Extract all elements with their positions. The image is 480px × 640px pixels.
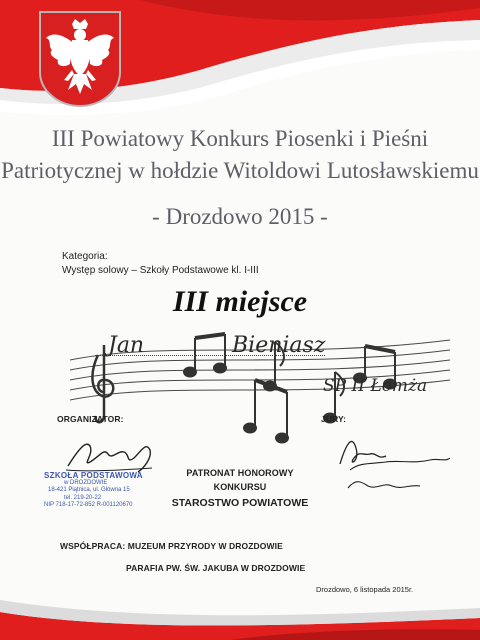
stamp-line-1: SZKOŁA PODSTAWOWA	[44, 471, 143, 480]
patronage-line-2: KONKURSU	[213, 482, 267, 492]
stamp-line-2: w DROZDOWIE	[64, 479, 108, 486]
stamp-line-5: NIP 718-17-72-852 R-001120670	[44, 502, 133, 508]
title-line-2: Patriotycznej w hołdzie Witoldowi Lutosławskiemu	[1, 158, 479, 183]
stamp-line-4: tel. 219-20-22	[64, 494, 102, 501]
title-line-3: - Drozdowo 2015 -	[152, 204, 328, 229]
category-value: Występ solowy – Szkoły Podstawowe kl. I-III	[62, 265, 259, 276]
patronage-line-1: PATRONAT HONOROWY	[186, 468, 294, 478]
cooperation-line-2: PARAFIA PW. ŚW. JAKUBA W DROZDOWIE	[126, 563, 306, 573]
recipient-last-name: Bieniasz	[232, 333, 326, 358]
place-title: III miejsce	[172, 285, 308, 318]
category-label: Kategoria:	[62, 251, 108, 262]
jury-signatures	[330, 424, 460, 504]
recipient-school: SP II Łomża	[323, 376, 428, 396]
title-line-1: III Powiatowy Konkurs Piosenki i Pieśni	[51, 126, 429, 151]
bottom-ribbon-decoration	[0, 590, 480, 640]
recipient-first-name: Jan	[108, 333, 145, 358]
jury-label: JURY:	[321, 414, 347, 424]
organizer-label: ORGANIZATOR:	[57, 414, 124, 424]
date-place: Drozdowo, 6 listopada 2015r.	[316, 585, 414, 594]
stamp-line-3: 18-421 Piątnica, ul. Główna 15	[48, 487, 130, 493]
patronage-line-3: STAROSTWO POWIATOWE	[171, 497, 309, 509]
cooperation-line-1: WSPÓŁPRACA: MUZEUM PRZYRODY W DROZDOWIE	[60, 541, 283, 551]
polish-eagle-emblem	[38, 10, 122, 108]
